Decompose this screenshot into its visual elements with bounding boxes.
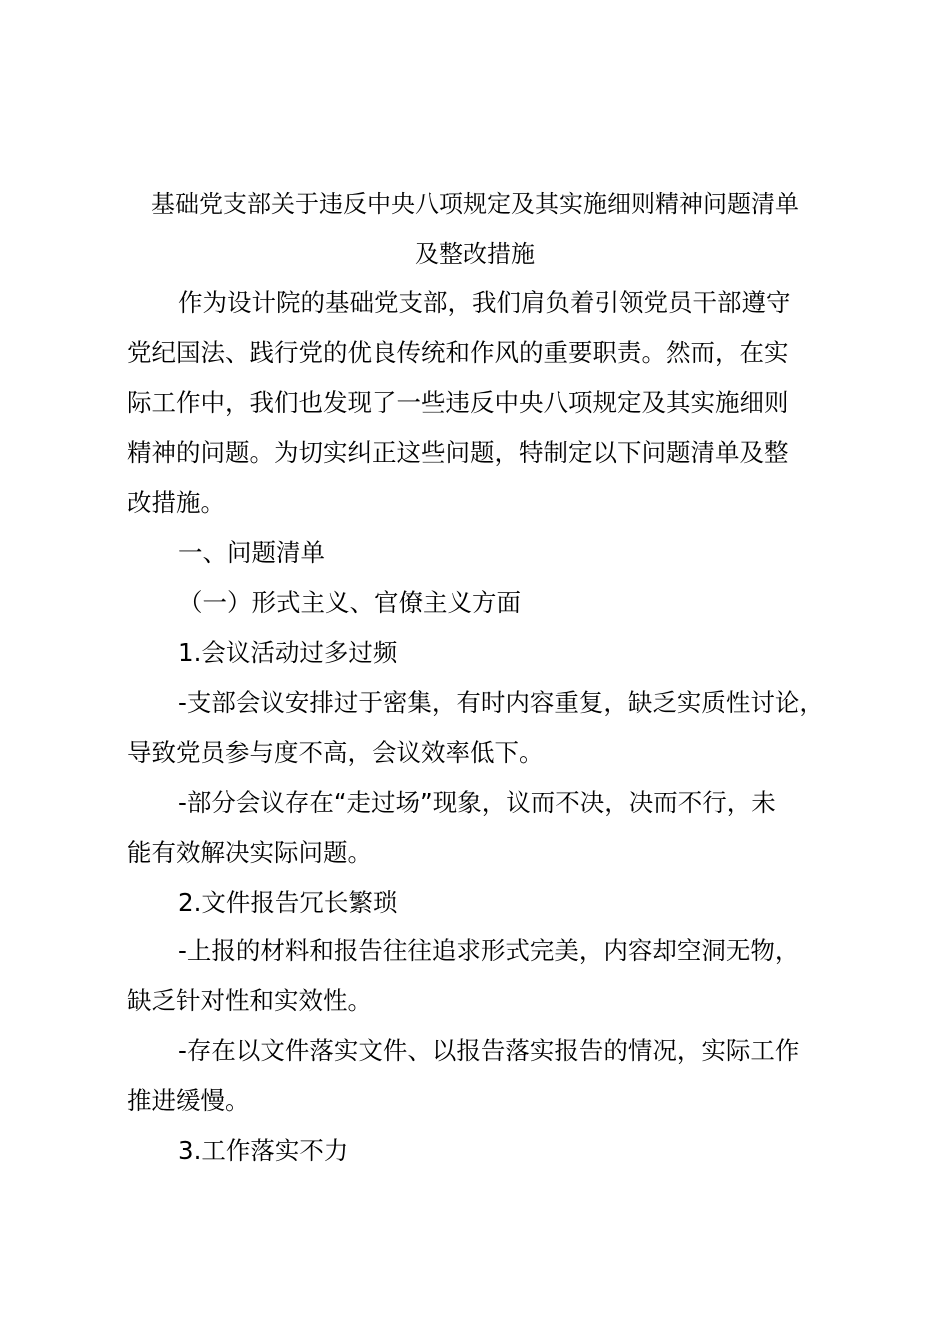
intro-paragraph-line: 精神的问题。为切实纠正这些问题，特制定以下问题清单及整 [127, 438, 789, 467]
intro-paragraph-line: 改措施。 [127, 488, 225, 517]
item-heading: 3.工作落实不力 [178, 1136, 349, 1165]
bullet-paragraph-line: 导致党员参与度不高，会议效率低下。 [127, 738, 544, 767]
bullet-paragraph-line: 缺乏针对性和实效性。 [127, 986, 372, 1015]
subsection-heading: （一）形式主义、官僚主义方面 [178, 588, 521, 617]
document-title-line-1: 基础党支部关于违反中央八项规定及其实施细则精神问题清单 [151, 190, 799, 218]
bullet-paragraph-line: 能有效解决实际问题。 [127, 838, 372, 867]
item-heading: 2.文件报告冗长繁琐 [178, 888, 398, 917]
bullet-paragraph-line: -部分会议存在“走过场”现象，议而不决，决而不行，未 [178, 788, 776, 817]
intro-paragraph-line: 党纪国法、践行党的优良传统和作风的重要职责。然而，在实 [127, 338, 789, 367]
document-title-line-2: 及整改措施 [415, 240, 535, 268]
bullet-paragraph-line: -支部会议安排过于密集，有时内容重复，缺乏实质性讨论， [178, 688, 824, 717]
item-heading: 1.会议活动过多过频 [178, 638, 398, 667]
section-heading: 一、问题清单 [178, 538, 325, 567]
bullet-paragraph-line: -存在以文件落实文件、以报告落实报告的情况，实际工作 [178, 1036, 800, 1065]
intro-paragraph-line: 作为设计院的基础党支部，我们肩负着引领党员干部遵守 [178, 288, 791, 317]
intro-paragraph-line: 际工作中，我们也发现了一些违反中央八项规定及其实施细则 [127, 388, 789, 417]
bullet-paragraph-line: 推进缓慢。 [127, 1086, 250, 1115]
bullet-paragraph-line: -上报的材料和报告往往追求形式完美，内容却空洞无物， [178, 936, 800, 965]
